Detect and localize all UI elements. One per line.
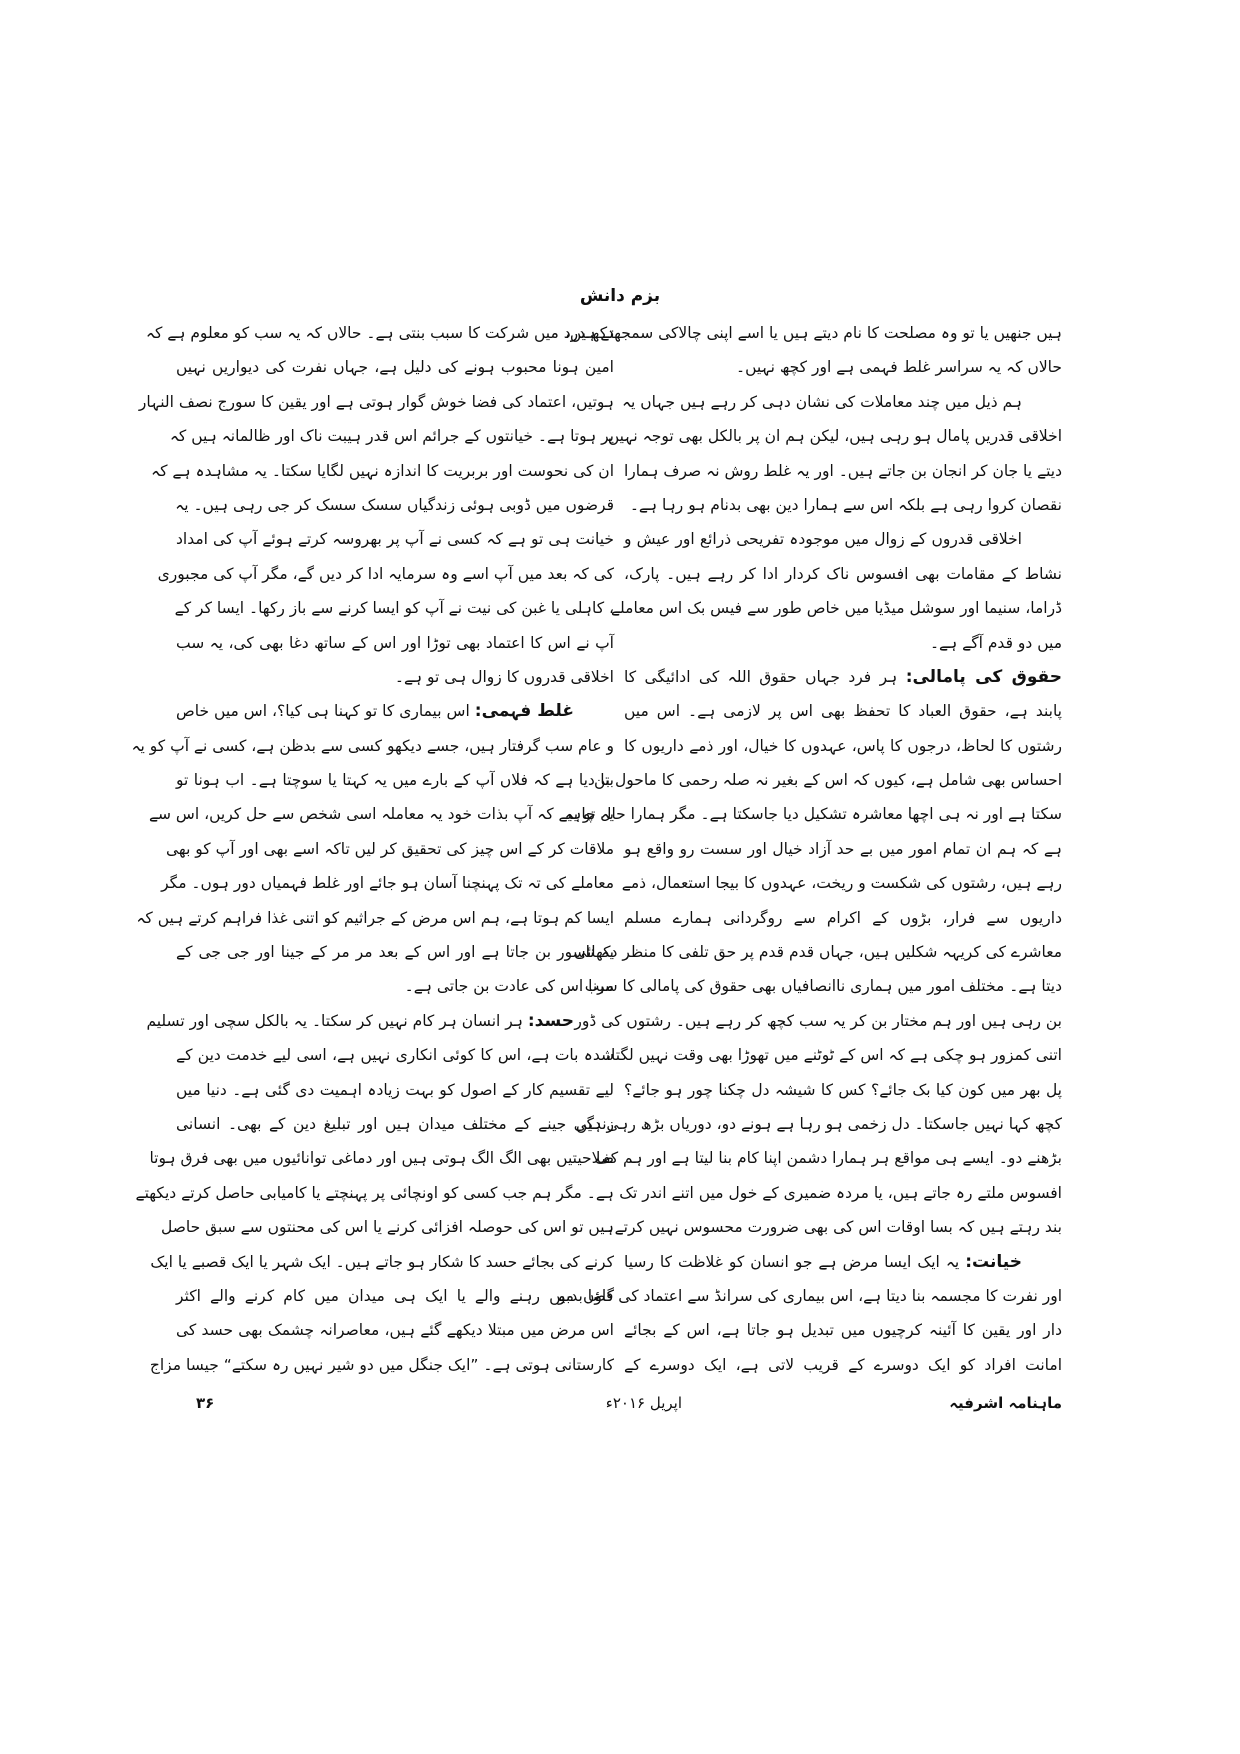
- line-text: پر ہوتا ہے۔ خیانتوں کے جرائم اس قدر ہیبت ناک اور ظالمانہ ہیں کہ: [169, 427, 614, 446]
- text-line: [624, 488, 1062, 522]
- line-text: ایسا کم ہوتا ہے، ہم اس مرض کے جراثیم کو اتنی غذا فراہم کرتے ہیں کہ: [136, 908, 614, 927]
- text-line: [624, 350, 1062, 384]
- line-text: زندگی جینے کے مختلف میدان ہیں اور تبلیغ دین کے بھی۔ انسانی: [176, 1114, 614, 1133]
- text-line: [610, 591, 1062, 625]
- text-line: [624, 660, 1062, 694]
- section-heading: حسد:: [527, 1010, 574, 1031]
- line-text: یہ ایک ایسا مرض ہے جو انسان کو غلاظت کا رسیا: [624, 1252, 966, 1271]
- text-line: [176, 969, 614, 1003]
- line-text: ہر فرد جہاں حقوق اللہ کی ادائیگی کا: [624, 667, 906, 686]
- text-line: [138, 385, 614, 419]
- footer-page-number: ۳۶: [196, 1394, 215, 1412]
- text-line: [176, 1107, 614, 1141]
- line-text: اخلاقی قدریں پامال ہو رہی ہیں، لیکن ہم ان پر بالکل بھی توجہ نہیں: [607, 427, 1062, 446]
- line-text: دار اور یقین کا آئینہ کرچیوں میں تبدیل ہو جاتا ہے، اس کے بجائے: [624, 1321, 1062, 1340]
- line-text: بتا دیا ہے کہ فلاں آپ کے بارے میں یہ کہتا یا سوچتا ہے۔ اب ہونا تو: [176, 771, 614, 790]
- line-text: اتنی کمزور ہو چکی ہے کہ اس کے ٹوٹنے میں تھوڑا بھی وقت نہیں لگتا،: [605, 1046, 1062, 1065]
- line-text: ہے۔ مگر ہم جب کسی کو اونچائی پر پہنچتے یا کامیابی حاصل کرتے دیکھتے: [135, 1183, 614, 1202]
- text-line: [160, 1210, 614, 1244]
- text-line: [150, 1245, 614, 1279]
- text-line: [176, 488, 614, 522]
- line-text: اس بیماری کا تو کہنا ہی کیا؟، اس میں خاص: [176, 702, 475, 721]
- text-line: [594, 1141, 1062, 1175]
- text-line: [584, 969, 1062, 1003]
- text-line: [624, 1348, 1062, 1382]
- line-text: شدہ بات ہے، اس کا کوئی انکاری نہیں ہے، اسی لیے خدمت دین کے: [176, 1046, 614, 1065]
- line-text: دیتا ہے۔ مختلف امور میں ہماری ناانصافیاں بھی حقوق کی پامالی کا سبب: [584, 977, 1062, 996]
- line-text: ملاقات کر کے اس چیز کی تحقیق کر لیں تاکہ اسے بھی اور آپ کو بھی: [166, 839, 614, 858]
- text-line: [161, 866, 614, 900]
- line-text: کارستانی ہوتی ہے۔ ”ایک جنگل میں دو شیر نہیں رہ سکتے“ جیسا مزاج: [149, 1355, 614, 1374]
- text-line: [149, 1348, 614, 1382]
- line-text: قرضوں میں ڈوبی ہوئی زندگیاں سسک سسک کر جی رہی ہیں۔ یہ: [175, 495, 614, 514]
- line-text: بن رہی ہیں اور ہم مختار بن کر یہ سب کچھ کر رہے ہیں۔ رشتوں کی ڈور: [574, 1011, 1062, 1030]
- line-text: مرنا اس کی عادت بن جاتی ہے۔: [404, 977, 614, 996]
- line-text: یہ چاہیے کہ آپ بذات خود یہ معاملہ اسی شخص سے حل کریں، اس سے: [148, 805, 614, 824]
- text-line: [131, 729, 614, 763]
- line-text: پابند ہے، حقوق العباد کا تحفظ بھی اس پر لازمی ہے۔ اس میں: [624, 702, 1062, 721]
- text-line: [151, 454, 614, 488]
- line-text: معاملے کی تہ تک پہنچنا آسان ہو جائے اور غلط فہمیاں دور ہوں۔ مگر: [161, 874, 614, 893]
- line-text: رشتوں کا لحاظ، درجوں کا پاس، عہدوں کا خیال، اور ذمے داریوں کا: [624, 736, 1062, 755]
- text-line: [624, 832, 1062, 866]
- line-text: پل بھر میں کون کیا بک جائے؟ کس کا شیشہ دل چکنا چور ہو جائے؟: [624, 1080, 1062, 1099]
- text-line: [574, 1004, 1062, 1038]
- line-text: ہیں جنھیں یا تو وہ مصلحت کا نام دیتے ہیں یا اسے اپنی چالاکی سمجھتے ہیں،: [564, 324, 1062, 342]
- text-line: [166, 832, 614, 866]
- line-text: ان کی نحوست اور بربریت کا اندازہ نہیں لگایا سکتا۔ یہ مشاہدہ ہے کہ: [151, 461, 614, 480]
- line-text: احساس بھی شامل ہے، کیوں کہ اس کے بغیر نہ صلہ رحمی کا ماحول بن: [593, 771, 1062, 790]
- text-line: [136, 901, 614, 935]
- text-line: [624, 1245, 1062, 1279]
- line-text: امین ہونا محبوب ہونے کی دلیل ہے، جہاں نفرت کی دیواریں نہیں: [176, 358, 614, 377]
- text-line: [176, 1279, 614, 1313]
- line-text: افسوس ملتے رہ جاتے ہیں، یا مردہ ضمیری کے خول میں اتنے اندر تک: [619, 1183, 1062, 1202]
- line-text: دیتے یا جان کر انجان بن جاتے ہیں۔ اور یہ غلط روش نہ صرف ہمارا: [623, 461, 1062, 480]
- page-header-title: بزم دانش: [579, 286, 661, 306]
- section-heading: خیانت:: [965, 1251, 1022, 1272]
- text-line: [624, 1313, 1062, 1347]
- text-line: [176, 1038, 614, 1072]
- text-line: [624, 901, 1062, 935]
- line-text: گاؤں میں رہنے والے یا ایک ہی میدان میں کام کرنے والے اکثر: [176, 1286, 614, 1305]
- text-line: [169, 419, 614, 453]
- text-line: [605, 1210, 1062, 1244]
- line-text: دکھ درد میں شرکت کا سبب بنتی ہے۔ حالاں کہ یہ سب کو معلوم ہے کہ: [145, 324, 614, 342]
- line-text: کچھ کہا نہیں جاسکتا۔ دل زخمی ہو رہا ہے ہونے دو، دوریاں بڑھ رہی ہیں: [575, 1114, 1062, 1133]
- text-line: [176, 694, 614, 728]
- line-text: معاشرے کی کریہہ شکلیں ہیں، جہاں قدم قدم پر حق تلفی کا منظر دکھائی: [574, 943, 1062, 962]
- text-line: [619, 1176, 1062, 1210]
- line-text: سکتا ہے اور نہ ہی اچھا معاشرہ تشکیل دیا جاسکتا ہے۔ مگر ہمارا حال تو یہ: [564, 805, 1062, 824]
- text-line: [624, 557, 1062, 591]
- line-text: کرنے کی بجائے حسد کا شکار ہو جاتے ہیں۔ ایک شہر یا ایک قصبے یا ایک: [150, 1252, 614, 1271]
- line-text: اس مرض میں مبتلا دیکھے گئے ہیں، معاصرانہ چشمک بھی حسد کی: [176, 1321, 614, 1340]
- text-line: [176, 935, 614, 969]
- text-line: [145, 316, 614, 350]
- text-line: [574, 935, 1062, 969]
- text-line: [621, 866, 1062, 900]
- line-text: اخلاقی قدروں کا زوال ہی تو ہے۔: [394, 667, 614, 686]
- text-line: [149, 1141, 614, 1175]
- text-line: [624, 522, 1062, 556]
- line-text: ہے کہ ہم ان تمام امور میں بے حد آزاد خیال اور سست رو واقع ہو: [624, 839, 1062, 858]
- text-line: [621, 385, 1062, 419]
- text-line: [157, 557, 614, 591]
- text-line: [605, 1038, 1062, 1072]
- footer-magazine-name: ماہنامہ اشرفیہ: [949, 1394, 1062, 1412]
- text-line: [146, 1004, 614, 1038]
- line-text: ڈراما، سنیما اور سوشل میڈیا میں خاص طور سے فیس بک اس معاملے: [610, 599, 1062, 618]
- line-text: رہے ہیں، رشتوں کی شکست و ریخت، عہدوں کا بیجا استعمال، ذمے: [621, 874, 1062, 893]
- line-text: نقصان کروا رہی ہے بلکہ اس سے ہمارا دین بھی بدنام ہو رہا ہے۔: [629, 495, 1062, 514]
- text-line: [624, 694, 1062, 728]
- line-text: حالاں کہ یہ سراسر غلط فہمی ہے اور کچھ نہیں۔: [735, 358, 1062, 377]
- left-column: [131, 316, 614, 1382]
- text-line: [575, 1107, 1062, 1141]
- line-text: ہر انسان ہر کام نہیں کر سکتا۔ یہ بالکل سچی اور تسلیم: [146, 1011, 528, 1030]
- line-text: و عام سب گرفتار ہیں، جسے دیکھو کسی سے بدظن ہے، کسی نے آپ کو یہ: [131, 736, 614, 755]
- line-text: یہ ناسور بن جاتا ہے اور اس کے بعد مر مر کے جینا اور جی جی کے: [176, 943, 614, 962]
- text-line: [176, 591, 614, 625]
- text-line: [624, 1073, 1062, 1107]
- text-line: [624, 729, 1062, 763]
- text-line: [593, 763, 1062, 797]
- text-line: [564, 316, 1062, 350]
- text-line: [176, 350, 614, 384]
- text-line: [176, 1313, 614, 1347]
- text-line: [607, 419, 1062, 453]
- section-heading: حقوق کی پامالی:: [905, 666, 1062, 687]
- text-line: [176, 763, 614, 797]
- line-text: بڑھنے دو۔ ایسے ہی مواقع ہر ہمارا دشمن اپنا کام بنا لیتا ہے اور ہم کف: [594, 1149, 1062, 1168]
- text-line: [564, 797, 1062, 831]
- line-text: بند رہتے ہیں کہ بسا اوقات اس کی بھی ضرورت محسوس نہیں کرتے۔: [605, 1218, 1062, 1237]
- line-text: ہم ذیل میں چند معاملات کی نشان دہی کر رہے ہیں جہاں یہ: [621, 392, 1022, 411]
- text-line: [176, 660, 614, 694]
- line-text: داریوں سے فرار، بڑوں کے اکرام سے روگردانی ہمارے مسلم: [624, 908, 1062, 927]
- text-line: [624, 626, 1062, 660]
- line-text: ، کاہلی یا غبن کی نیت نے آپ کو ایسا کرنے سے باز رکھا۔ ایسا کر کے: [174, 599, 614, 618]
- line-text: ہیں تو اس کی حوصلہ افزائی کرنے یا اس کی محنتوں سے سبق حاصل: [160, 1218, 614, 1237]
- section-heading: غلط فہمی:: [474, 701, 574, 722]
- text-line: [176, 522, 614, 556]
- text-line: [148, 797, 614, 831]
- line-text: آپ نے اس کا اعتماد بھی توڑا اور اس کے ساتھ دغا بھی کی، یہ سب: [176, 633, 614, 652]
- line-text: صلاحیتیں بھی الگ الگ ہوتی ہیں اور دماغی توانائیوں میں بھی فرق ہوتا: [149, 1149, 614, 1168]
- text-line: [176, 626, 614, 660]
- line-text: لیے تقسیم کار کے اصول کو بہت زیادہ اہمیت دی گئی ہے۔ دنیا میں: [176, 1080, 614, 1099]
- line-text: اور نفرت کا مجسمہ بنا دیتا ہے، اس بیماری کی سرانڈ سے اعتماد کی فضا بدبو: [558, 1286, 1062, 1305]
- line-text: کی کہ بعد میں آپ اسے وہ سرمایہ ادا کر دیں گے، مگر آپ کی مجبوری: [157, 564, 614, 583]
- text-line: [624, 454, 1062, 488]
- line-text: امانت افراد کو ایک دوسرے کے قریب لاتی ہے، ایک دوسرے کے: [624, 1355, 1062, 1374]
- line-text: نشاط کے مقامات بھی افسوس ناک کردار ادا کر رہے ہیں۔ پارک،: [624, 564, 1062, 583]
- text-line: [558, 1279, 1062, 1313]
- line-text: خیانت ہی تو ہے کہ کسی نے آپ پر بھروسہ کرتے ہوئے آپ کی امداد: [176, 530, 614, 549]
- right-column: [558, 316, 1062, 1382]
- line-text: ہوتیں، اعتماد کی فضا خوش گوار ہوتی ہے اور یقین کا سورج نصف النہار: [138, 392, 614, 411]
- line-text: اخلاقی قدروں کے زوال میں موجودہ تفریحی ذرائع اور عیش و: [624, 530, 1022, 549]
- line-text: میں دو قدم آگے ہے۔: [929, 633, 1062, 652]
- page-footer: [176, 1394, 1062, 1420]
- footer-issue-date: اپریل ۲۰۱۶ء: [605, 1394, 682, 1412]
- text-line: [135, 1176, 614, 1210]
- text-line: [176, 1073, 614, 1107]
